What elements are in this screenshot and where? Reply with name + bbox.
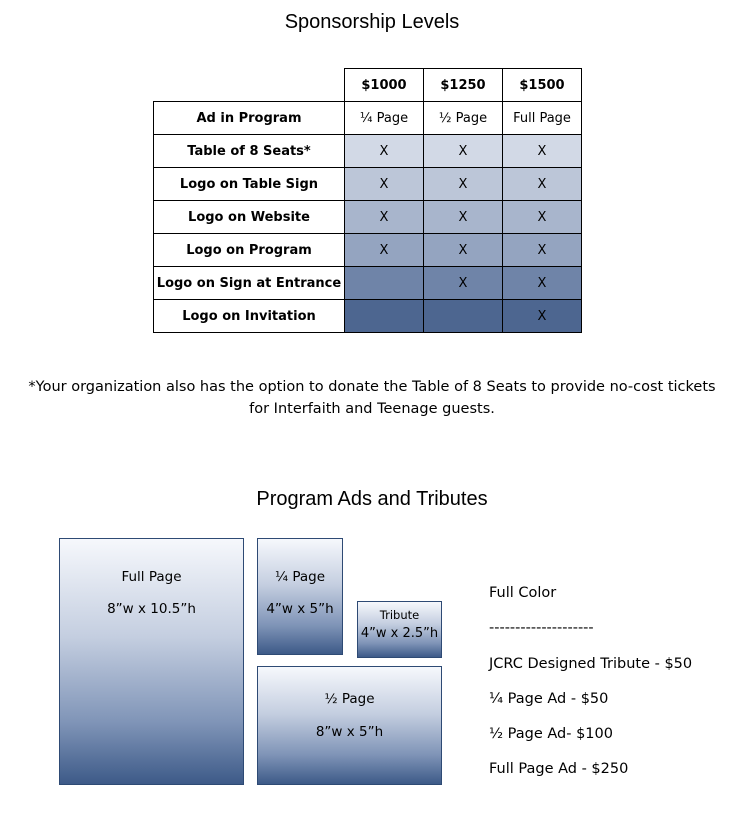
price-list-heading: Full Color: [489, 585, 557, 601]
table-cell: ½ Page: [424, 102, 503, 135]
ad-box-size: 8”w x 5”h: [315, 724, 384, 740]
row-label-logo-on-sign-at-entrance: Logo on Sign at Entrance: [154, 267, 345, 300]
row-label-logo-on-website: Logo on Website: [154, 201, 345, 234]
table-cell: X: [424, 267, 503, 300]
price-list-item: JCRC Designed Tribute - $50: [489, 656, 693, 672]
price-list-item: ½ Page Ad- $100: [489, 726, 613, 742]
table-row: [154, 201, 582, 234]
table-cell: X: [345, 135, 424, 168]
table-cell: X: [345, 234, 424, 267]
price-list-divider: --------------------: [489, 620, 594, 636]
table-cell: X: [345, 201, 424, 234]
header-blank-cell: [154, 69, 345, 102]
table-cell: X: [345, 168, 424, 201]
table-cell: [424, 300, 503, 333]
table-cell: [345, 267, 424, 300]
table-cell: [345, 300, 424, 333]
row-label-table-of-8-seats: Table of 8 Seats*: [154, 135, 345, 168]
table-cell: X: [424, 168, 503, 201]
table-row: [154, 168, 582, 201]
sponsorship-title: Sponsorship Levels: [284, 11, 460, 33]
table-cell: X: [503, 201, 582, 234]
ad-box-name: ½ Page: [324, 691, 375, 707]
ad-box-name: Tribute: [379, 608, 420, 622]
program-ads-title: Program Ads and Tributes: [256, 488, 488, 510]
table-row: [154, 102, 582, 135]
ad-box-size: 8”w x 10.5”h: [107, 601, 196, 617]
table-cell: X: [424, 135, 503, 168]
table-cell: X: [424, 234, 503, 267]
table-cell: X: [503, 234, 582, 267]
table-cell: ¼ Page: [345, 102, 424, 135]
sponsorship-table: [153, 68, 582, 333]
row-label-logo-on-invitation: Logo on Invitation: [154, 300, 345, 333]
tribute-ad-box: [357, 601, 442, 658]
row-label-ad-in-program: Ad in Program: [154, 102, 345, 135]
table-cell: X: [424, 201, 503, 234]
row-label-logo-on-table-sign: Logo on Table Sign: [154, 168, 345, 201]
table-cell: Full Page: [503, 102, 582, 135]
footnote-line-2: for Interfaith and Teenage guests.: [249, 401, 495, 417]
ad-box-name: ¼ Page: [274, 569, 326, 585]
price-1000: $1000: [345, 69, 424, 102]
price-list-item: ¼ Page Ad - $50: [489, 691, 609, 707]
table-row: [154, 300, 582, 333]
table-row: [154, 267, 582, 300]
footnote-line-1: *Your organization also has the option to donate the Table of 8 Seats to provide no-cost tickets: [28, 379, 716, 395]
table-row: [154, 135, 582, 168]
table-cell: X: [503, 135, 582, 168]
price-header-row: [154, 69, 582, 102]
table-cell: X: [503, 300, 582, 333]
price-1500: $1500: [503, 69, 582, 102]
quarter-page-ad-box: [257, 538, 343, 655]
sponsorship-table-wrapper: [153, 68, 582, 333]
table-cell: X: [503, 267, 582, 300]
price-list-item: Full Page Ad - $250: [489, 761, 629, 777]
ad-box-name: Full Page: [121, 569, 182, 585]
seat-donation-footnote: [20, 376, 724, 420]
ad-box-size: 4”w x 2.5”h: [360, 626, 439, 641]
ad-box-size: 4”w x 5”h: [266, 601, 334, 617]
row-label-logo-on-program: Logo on Program: [154, 234, 345, 267]
half-page-ad-box: [257, 666, 442, 785]
price-1250: $1250: [424, 69, 503, 102]
table-cell: X: [503, 168, 582, 201]
full-page-ad-box: [59, 538, 244, 785]
table-row: [154, 234, 582, 267]
